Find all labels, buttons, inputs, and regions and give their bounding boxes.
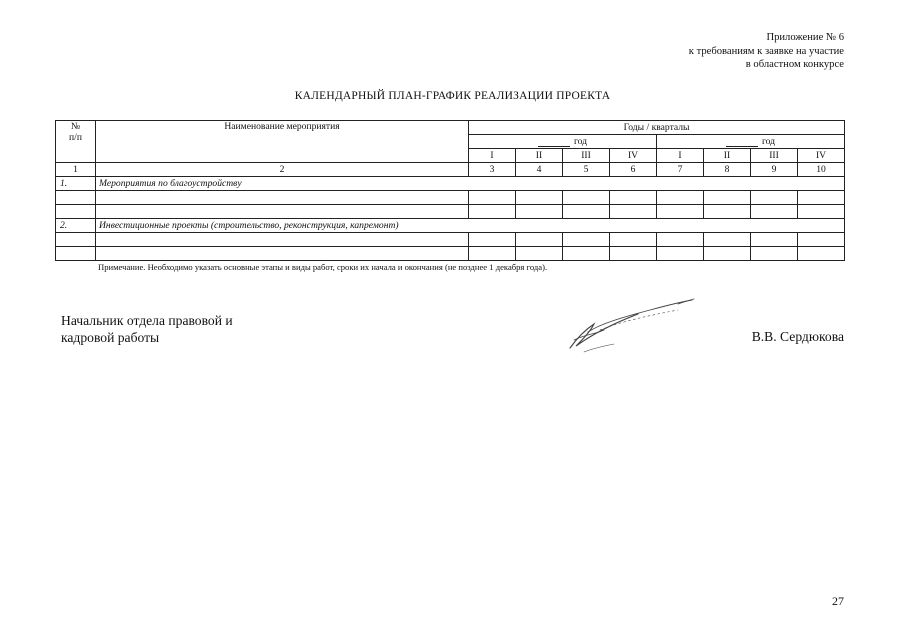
appendix-line-3: в областном конкурсе (745, 59, 844, 70)
column-number: 8 (704, 163, 751, 177)
header-year-1 (469, 135, 657, 149)
column-number: 4 (516, 163, 563, 177)
header-activity-name: Наименование мероприятия (96, 121, 469, 163)
quarter-cell: III (751, 149, 798, 163)
column-number: 2 (96, 163, 469, 177)
year-label-1: год (573, 136, 588, 147)
year-label-2: год (761, 136, 776, 147)
handwritten-signature (560, 294, 700, 358)
section-number: 2. (56, 219, 96, 233)
table-row (56, 247, 845, 261)
header-number-line-1: № (70, 121, 81, 132)
quarter-cell: III (563, 149, 610, 163)
header-number (56, 121, 96, 163)
column-number: 1 (56, 163, 96, 177)
section-title: Инвестиционные проекты (строительство, реконструкция, капремонт) (96, 219, 845, 233)
column-numbers-row (56, 163, 845, 177)
appendix-line-2: к требованиям к заявке на участие (688, 45, 844, 57)
signatory-name: В.В. Сердюкова (751, 329, 844, 344)
position-line-2: кадровой работы (61, 330, 160, 345)
header-years-quarters: Годы / кварталы (469, 121, 845, 135)
appendix-header (689, 31, 844, 72)
column-number: 5 (563, 163, 610, 177)
page-number: 27 (832, 594, 844, 608)
section-title: Мероприятия по благоустройству (96, 177, 845, 191)
position-line-1: Начальник отдела правовой и (61, 313, 233, 328)
table-row (56, 191, 845, 205)
section-number: 1. (56, 177, 96, 191)
table-note: Примечание. Необходимо указать основные этапы и виды работ, сроки их начала и окончания (не позднее 1 декабря года). (98, 262, 548, 272)
column-number: 7 (657, 163, 704, 177)
signatory-position (61, 312, 233, 346)
column-number: 6 (610, 163, 657, 177)
header-year-2 (657, 135, 845, 149)
appendix-line-1: Приложение № 6 (766, 32, 844, 43)
header-number-line-2: п/п (69, 132, 82, 143)
column-number: 10 (798, 163, 845, 177)
table-row (56, 205, 845, 219)
section-row (56, 177, 845, 191)
quarter-cell: II (704, 149, 751, 163)
schedule-table (55, 120, 845, 261)
quarter-cell: I (657, 149, 704, 163)
quarter-cell: II (516, 149, 563, 163)
section-row (56, 219, 845, 233)
quarter-cell: IV (610, 149, 657, 163)
quarter-cell: IV (798, 149, 845, 163)
quarter-cell: I (469, 149, 516, 163)
year-blank-2 (726, 137, 758, 147)
document-title: КАЛЕНДАРНЫЙ ПЛАН-ГРАФИК РЕАЛИЗАЦИИ ПРОЕКТА (294, 90, 611, 102)
year-blank-1 (538, 137, 570, 147)
table-row (56, 233, 845, 247)
column-number: 3 (469, 163, 516, 177)
column-number: 9 (751, 163, 798, 177)
